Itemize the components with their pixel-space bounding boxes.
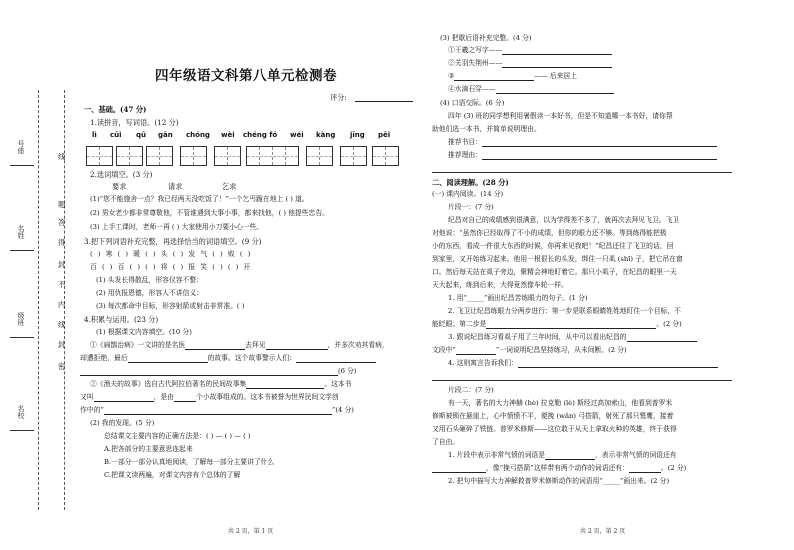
q4-2-option-b: B.一部分一部分认真地阅读，了解每一部分主要讲了什么 xyxy=(104,458,275,466)
passage2-line: 有一天，著名的大力神赫 (hè) 拉克勒 (lè) 斯经过高加索山，他看到普罗米 xyxy=(448,399,673,407)
q3-item-1: (1) 头发长得散乱，形容仪容不整： xyxy=(96,276,203,284)
pinyin: gān xyxy=(158,131,173,139)
q3-title: 3.把下列词语补充完整，再选择恰当的词语填空。(9 分) xyxy=(84,237,262,246)
seal-char: 封 xyxy=(58,340,66,349)
pinyin: lì xyxy=(92,131,97,139)
choice-word: 乞求 xyxy=(222,182,237,191)
answer-line[interactable] xyxy=(432,380,732,381)
q2-item-1: (1)“您不能施舍一点？我已经两天没吃饭了！”一个乞丐跪在地上 ( ) 道。 xyxy=(90,195,309,203)
school-line xyxy=(10,430,34,431)
answer-blank[interactable] xyxy=(246,380,324,389)
answer-blank[interactable] xyxy=(502,59,612,68)
recommend-reason: 推荐理由： xyxy=(448,151,717,160)
r-q4-text-1: 四年 (3) 班的同学想利用暑假读一本好书，但是不知道哪一本书好，请你帮 xyxy=(448,112,673,120)
class-line xyxy=(10,337,34,338)
q4-1b-line1: ②《渔夫的故事》选自古代阿拉伯著名的民间故事集 。这本书 xyxy=(90,380,352,388)
writing-grid[interactable] xyxy=(306,146,333,166)
r-q4-text-2: 助他们选一本书，并简单说明理由。 xyxy=(432,125,541,133)
footer-right: 共 2 页，第 2 页 xyxy=(580,528,626,535)
cut-line xyxy=(38,90,39,510)
seat-line xyxy=(10,165,34,166)
p1-question-1: 1. 用“_____”画出纪昌苦练眼力的句子。(1 分) xyxy=(448,294,588,302)
answer-blank[interactable] xyxy=(545,451,595,460)
passage1-line: 天大起来，练到后来，大得竟然像车轮一样。 xyxy=(432,281,568,289)
pinyin: jīng xyxy=(350,131,365,139)
writing-grid[interactable] xyxy=(116,146,143,166)
answer-blank[interactable] xyxy=(518,359,718,368)
pinyin: qū xyxy=(136,131,146,139)
pinyin: chéng fó xyxy=(243,131,278,139)
p1-question-4: 4. 这则寓言告诉我们： xyxy=(448,359,718,368)
q4-1a-line2: 却遭拒绝，最后 的故事。这个故事警示人们： xyxy=(80,354,376,363)
answer-blank[interactable] xyxy=(456,346,496,355)
seal-char: 封 xyxy=(58,260,66,269)
choice-word: 要求 xyxy=(112,182,127,191)
school-label: 名校 xyxy=(17,405,25,419)
answer-blank[interactable] xyxy=(266,341,328,350)
passage2-line: 修斯被锁在悬崖上，心中愤愤不平，便挽 (wǎn) 弓搭箭，射死了那只鹫鹰，接着 xyxy=(432,412,674,420)
writing-grid[interactable] xyxy=(214,146,241,166)
passage1-line: 到家里，又开始练习起来。他用一根很长的头发，绑住一只虱 (shī) 子，把它吊在窗 xyxy=(432,255,683,263)
r-q4-title: (4) 口语交际。(6 分) xyxy=(440,99,505,107)
seal-char: 线 xyxy=(58,320,66,329)
passage1-line: 小的东西，看成一件很大东西的时候，你再来见我吧！”纪昌还住了飞卫的话，回 xyxy=(432,242,674,250)
q4-2-title: (2) 我的发现。(5 分) xyxy=(90,419,155,427)
p1-question-3b: 文段中“ ”一词说明纪昌坚持练习，从未间断。(2 分) xyxy=(432,346,627,354)
proverb-4: ④水滴石穿—— xyxy=(448,85,614,94)
writing-grid[interactable] xyxy=(340,146,367,166)
writing-grid[interactable] xyxy=(246,146,299,166)
answer-blank[interactable] xyxy=(104,406,332,415)
choice-word: 请求 xyxy=(168,182,183,191)
p1-question-3: 3. 跟说纪昌练习看虱子用了三年时间，从中可以看出纪昌的 xyxy=(448,333,697,342)
section1-heading: 一、基础。(47 分) xyxy=(84,105,147,114)
passage2-line: 了自由。 xyxy=(432,438,460,446)
q4-2-option-c: C.把课文读两遍，对课文内容有个总体的了解 xyxy=(104,471,241,479)
seal-char: 题 xyxy=(58,200,66,209)
seal-char: 密 xyxy=(58,362,66,371)
proverb-3: ③ —— 后来居上 xyxy=(448,72,578,80)
answer-blank[interactable] xyxy=(432,464,486,473)
proverb-1: ①王羲之写字—— xyxy=(448,46,612,55)
answer-blank[interactable] xyxy=(80,367,338,376)
q3-item-3: (3) 每次都命中目标，形容射箭或射击非常准。( ) xyxy=(96,302,245,310)
q4-1-title: (1) 根据课文内容填空。(10 分) xyxy=(96,328,192,336)
answer-blank[interactable] xyxy=(482,151,717,160)
section2-heading: 二、阅读理解。(28 分) xyxy=(432,178,509,187)
passage2-line: 又用石头砸碎了铁链。普罗米修斯——这位敢于从天上拿取火种的英雄，终于获得 xyxy=(432,425,677,433)
answer-blank[interactable] xyxy=(174,393,196,402)
passage1-line: 纪昌对自己的成绩感到很满意，以为学得差不多了，就再次去拜见飞卫。飞卫 xyxy=(448,216,680,224)
class-label: 级班 xyxy=(17,312,25,326)
score-field[interactable] xyxy=(355,93,413,102)
writing-grid[interactable] xyxy=(86,146,113,166)
proverb-2: ②关羽失荆州—— xyxy=(448,59,612,68)
answer-blank[interactable] xyxy=(629,464,661,473)
passage1-line: 对他说：“虽然你已经取得了不小的成绩，但你的眼力还不够。等到练得能把极 xyxy=(432,229,667,237)
pinyin: cūi xyxy=(110,131,122,139)
q2-item-2: (2) 男女老少都非常尊敬他，不管谁遇到大事小事，都来找他，( ) 他提些忠告。 xyxy=(90,209,329,217)
answer-line[interactable] xyxy=(432,172,732,173)
writing-grid[interactable] xyxy=(372,146,399,166)
passage1-line: 口。然后每天站在虱子旁边，聚精会神地盯着它。那只小虱子，在纪昌的眼里一天 xyxy=(432,268,677,276)
q3-row-1: ( ) 寒 ( ) 暖 ( ) 头 ( ) 发 气 ( ) 败 ( ) xyxy=(90,250,251,258)
answer-blank[interactable] xyxy=(94,393,154,402)
p2-question-1b: ，像“挽弓搭箭”这样带有两个动作的词语还有： 。(2 分) xyxy=(432,464,686,473)
seal-char: 内 xyxy=(58,300,66,309)
q2-item-3: (3) 上手工课时，老师一再 ( ) 大家使用小刀要小心一些。 xyxy=(90,223,264,231)
writing-grid[interactable] xyxy=(146,146,173,166)
answer-blank[interactable] xyxy=(502,46,612,55)
q4-2-text: 总结课文主要内容的正确方法是：( ) — ( ) — ( ) xyxy=(104,432,251,440)
answer-blank[interactable] xyxy=(454,72,534,81)
q4-2-option-a: A.把各部分的主要意思连起来 xyxy=(104,445,193,453)
page-title: 四年级语文科第八单元检测卷 xyxy=(155,68,337,84)
name-label: 名姓 xyxy=(17,225,25,239)
q3-item-2: (2) 用仇报恩德，形容人不讲信义： xyxy=(96,289,203,297)
piece1-title: 片段一：(7 分) xyxy=(448,203,494,211)
seal-char: 线 xyxy=(58,152,66,161)
answer-blank[interactable] xyxy=(627,333,697,342)
q4-1b-line3: 作中的“ ”(4 分) xyxy=(80,406,354,414)
seal-char: 答 xyxy=(58,218,66,227)
pinyin: wéi xyxy=(290,131,304,139)
score-label: 评分: xyxy=(330,93,347,102)
answer-blank[interactable] xyxy=(482,138,717,147)
p2-question-2: 2. 把句中描写大力神解救普罗米修斯动作的词语用“_____”画出来。(2 分) xyxy=(448,477,670,485)
answer-blank[interactable] xyxy=(128,354,208,363)
pinyin: wèi xyxy=(221,131,235,139)
writing-grid[interactable] xyxy=(180,146,207,166)
answer-blank[interactable] xyxy=(296,354,376,363)
q1-title: 1.读拼音，写词语。(12 分) xyxy=(90,118,179,127)
p1-question-2: 2. 飞卫让纪昌练眼力分两步进行：第一步是联系眼睛姓姓地盯住一个目标，不 xyxy=(448,307,681,315)
q4-1b-line2: 又叫 ，是由 个小故事组成的。这本书被誉为世界民间文学创 xyxy=(80,393,339,401)
pinyin: kàng xyxy=(316,131,336,139)
seat-label: 号座 xyxy=(17,140,25,154)
recommend-book: 推荐书目： xyxy=(448,138,717,147)
seal-char: 得 xyxy=(58,238,66,247)
piece2-title: 片段二：(7 分) xyxy=(448,386,494,394)
q4-title: 4.积累与运用。(23 分) xyxy=(84,315,159,324)
seal-char: 不 xyxy=(58,280,66,289)
pinyin: pēi xyxy=(378,131,391,139)
p1-question-2b: 能眨眼；第二步是 。(2 分) xyxy=(432,320,682,328)
sub1-title: (一) 课内阅读。(14 分) xyxy=(432,190,504,198)
q4-1a-line3: (6 分) xyxy=(80,367,357,376)
answer-blank[interactable] xyxy=(185,341,245,350)
answer-blank[interactable] xyxy=(496,85,614,94)
answer-blank[interactable] xyxy=(486,320,656,329)
q4-1a-line1: ①《扁鹊治病》一文讲的是名医 去拜见 ，并多次劝其看病， xyxy=(90,341,389,349)
name-line xyxy=(10,250,34,251)
q2-title: 2.选词填空。(3 分) xyxy=(90,170,153,179)
q3-row-2: 百 ( ) 百 ( ) ( ) 将 ( ) 报 笑 ( ) ( ) 开 xyxy=(90,263,251,271)
r-q3-title: (3) 把歇后语补充完整。(4 分) xyxy=(440,34,532,42)
pinyin: chóng xyxy=(186,131,210,139)
p2-question-1a: 1. 片段中表示非常气愤的词语是 ，表示非常气愤的词语还有 xyxy=(448,451,677,459)
footer-left: 共 2 页，第 1 页 xyxy=(228,528,274,535)
